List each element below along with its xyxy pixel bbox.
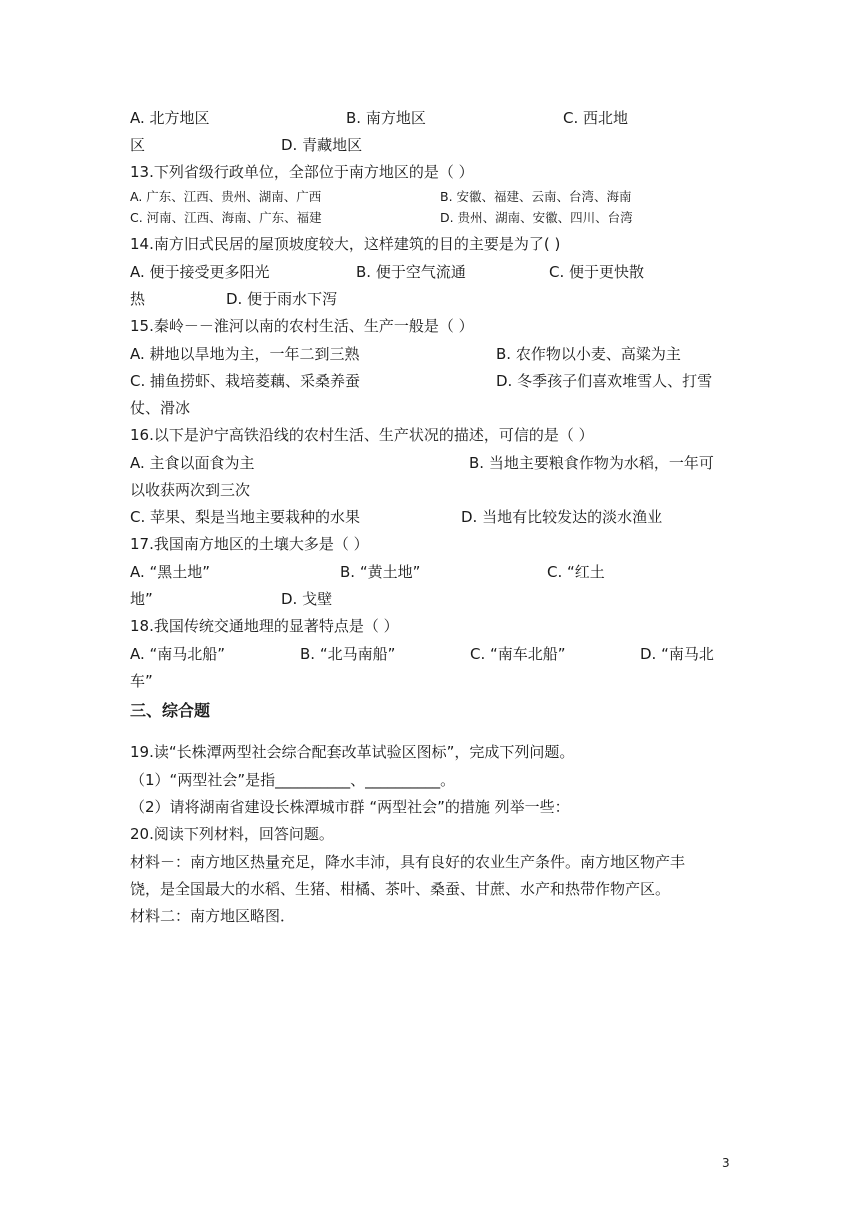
q15-stem: 15.秦岭－－淮河以南的农村生活、生产一般是（ ） [130, 317, 474, 335]
q14-option-c: C. 便于更快散 [549, 263, 645, 281]
q16-option-d: D. 当地有比较发达的淡水渔业 [461, 508, 663, 526]
q19-part-1: （1）“两型社会”是指__________、__________。 [130, 771, 456, 789]
q18-option-d-cont: 车” [130, 672, 153, 690]
q14-option-d: D. 便于雨水下泻 [226, 290, 338, 308]
page-number: 3 [722, 1156, 730, 1170]
q15-option-b: B. 农作物以小麦、高粱为主 [496, 345, 681, 363]
q20-material-2: 材料二：南方地区略图． [130, 907, 296, 925]
q18-option-a: A. “南马北船” [130, 645, 226, 663]
q13-option-c: C. 河南、江西、海南、广东、福建 [130, 210, 322, 225]
q16-option-b-cont: 以收获两次到三次 [130, 481, 251, 499]
q20-material-1-cont: 饶，是全国最大的水稻、生猪、柑橘、茶叶、桑蚕、甘蔗、水产和热带作物产区。 [130, 880, 671, 898]
q16-stem: 16.以下是沪宁高铁沿线的农村生活、生产状况的描述，可信的是（ ） [130, 426, 594, 444]
q12-option-c-cont: 区 [130, 136, 146, 154]
q20-material-1: 材料－：南方地区热量充足，降水丰沛，具有良好的农业生产条件。南方地区物产丰 [130, 853, 686, 871]
q15-option-d-cont: 仗、滑冰 [130, 399, 191, 417]
q12-option-d: D. 青藏地区 [281, 136, 363, 154]
q13-option-a: A. 广东、江西、贵州、湖南、广西 [130, 189, 322, 204]
q13-option-b: B. 安徽、福建、云南、台湾、海南 [440, 189, 632, 204]
q12-option-c: C. 西北地 [563, 109, 629, 127]
q19-part-2: （2）请将湖南省建设长株潭城市群 “两型社会”的措施 列举一些： [130, 798, 570, 816]
q20-stem: 20.阅读下列材料，回答问题。 [130, 825, 334, 843]
q17-option-c-cont: 地” [130, 590, 153, 608]
q12-option-b: B. 南方地区 [346, 109, 426, 127]
q17-option-c: C. “红土 [547, 563, 605, 581]
q14-stem: 14.南方旧式民居的屋顶坡度较大，这样建筑的目的主要是为了( ) [130, 235, 561, 253]
q17-stem: 17.我国南方地区的土壤大多是（ ） [130, 535, 369, 553]
q16-option-b: B. 当地主要粮食作物为水稻，一年可 [469, 454, 714, 472]
q15-option-c: C. 捕鱼捞虾、栽培菱藕、采桑养蚕 [130, 372, 361, 390]
q13-option-d: D. 贵州、湖南、安徽、四川、台湾 [440, 210, 633, 225]
q18-option-b: B. “北马南船” [300, 645, 396, 663]
q19-stem: 19.读“长株潭两型社会综合配套改革试验区图标”，完成下列问题。 [130, 743, 575, 761]
q12-option-a: A. 北方地区 [130, 109, 210, 127]
q16-option-a: A. 主食以面食为主 [130, 454, 255, 472]
q16-option-c: C. 苹果、梨是当地主要栽种的水果 [130, 508, 361, 526]
q14-option-b: B. 便于空气流通 [356, 263, 466, 281]
section-heading: 三、综合题 [130, 701, 211, 720]
q14-option-a: A. 便于接受更多阳光 [130, 263, 270, 281]
q17-option-d: D. 戈壁 [281, 590, 333, 608]
q14-option-c-cont: 热 [130, 290, 146, 308]
q18-option-c: C. “南车北船” [470, 645, 566, 663]
q15-option-a: A. 耕地以旱地为主，一年二到三熟 [130, 345, 360, 363]
q18-option-d: D. “南马北 [640, 645, 714, 663]
q17-option-b: B. “黄土地” [340, 563, 421, 581]
q18-stem: 18.我国传统交通地理的显著特点是（ ） [130, 617, 399, 635]
q17-option-a: A. “黑土地” [130, 563, 211, 581]
q13-stem: 13.下列省级行政单位，全部位于南方地区的是（ ） [130, 163, 474, 181]
q15-option-d: D. 冬季孩子们喜欢堆雪人、打雪 [496, 372, 713, 390]
